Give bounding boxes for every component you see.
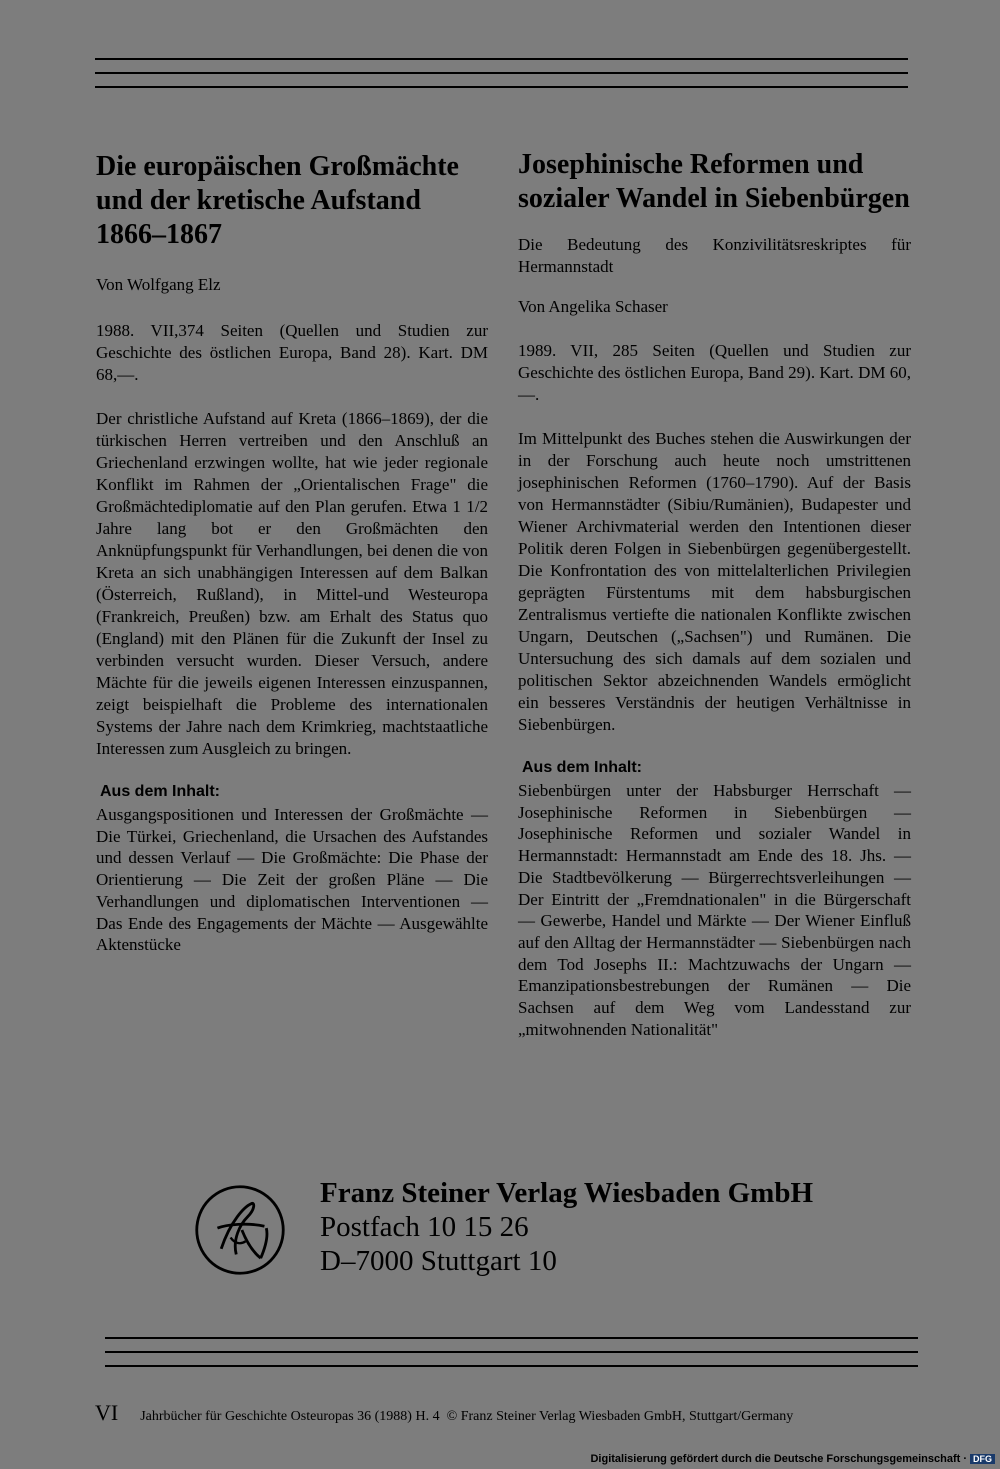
digitization-notice xyxy=(590,1453,995,1465)
left-book-contents: Ausgangspositionen und Interessen der Großmächte — Die Türkei, Griechenland, die Ursachen des Aufstandes und dessen Verlauf — Die Großmächte: Die Phase der Orientierung — Die Zeit der großen Pläne — Die Verhandlungen und diplomatischen Interventionen — Das Ende des Engagements der Mächte — Ausgewählte Aktenstücke xyxy=(96,805,488,955)
page-number: VI xyxy=(95,1400,119,1425)
journal-citation: Jahrbücher für Geschichte Osteuropas 36 (1988) H. 4 © Franz Steiner Verlag Wiesbaden GmbH, Stuttgart/Germany xyxy=(140,1409,794,1424)
right-book-contents: Siebenbürgen unter der Habsburger Herrschaft — Josephinische Reformen in Siebenbürgen — Josephinische Reformen und sozialer Wandel in Hermannstadt: Hermannstadt am Ende des 18. Jhs. — Die Stadtbevölkerung — Bürgerrechtsverleihungen — Der Eintritt der „Fremdnationalen" in die Bürgerschaft — Gewerbe, Handel und Märkte — Der Wiener Einfluß auf den Alltag der Hermannstädter — Siebenbürgen nach dem Tod Josephs II.: Machtzuwachs der Ungarn — Emanzipationsbestrebungen der Rumänen — Die Sachsen auf dem Weg vom Landesstand zur „mitwohnenden Nationalität" xyxy=(518,781,911,1039)
right-book-subtitle: Die Bedeutung des Konzivilitätsreskriptes für Hermannstadt xyxy=(518,235,911,276)
bottom-rule-1 xyxy=(105,1337,918,1339)
bottom-rule-2 xyxy=(105,1351,918,1353)
digitization-notice-text: Digitalisierung gefördert durch die Deutsche Forschungsgemeinschaft · xyxy=(590,1453,967,1465)
left-book-title: Die europäischen Großmächte und der kretische Aufstand 1866–1867 xyxy=(96,151,459,250)
publisher-block xyxy=(320,1176,813,1278)
dfg-badge: DFG xyxy=(970,1454,995,1464)
left-book-publication: 1988. VII,374 Seiten (Quellen und Studien zur Geschichte des östlichen Europa, Band 28). Kart. DM 68,—. xyxy=(96,321,488,384)
right-book-column xyxy=(518,148,911,1040)
bottom-rule-3 xyxy=(105,1365,918,1367)
right-book-publication: 1989. VII, 285 Seiten (Quellen und Studien zur Geschichte des östlichen Europa, Band 29). Kart. DM 60,—. xyxy=(518,341,911,404)
publisher-name: Franz Steiner Verlag Wiesbaden GmbH xyxy=(320,1177,814,1209)
left-book-author: Von Wolfgang Elz xyxy=(96,275,221,294)
publisher-address-line2: D–7000 Stuttgart 10 xyxy=(320,1245,557,1277)
right-book-contents-heading: Aus dem Inhalt: xyxy=(522,759,643,776)
left-book-contents-heading: Aus dem Inhalt: xyxy=(100,783,221,800)
right-book-author: Von Angelika Schaser xyxy=(518,297,668,316)
left-book-column xyxy=(96,150,488,956)
left-book-description: Der christliche Aufstand auf Kreta (1866–1869), der die türkischen Herren vertreiben und den Anschluß an Griechenland erzwingen wollte, hat wie jeder regionale Konflikt im Rahmen der „Orientalischen Frage" die Großmächtediplomatie auf den Plan gerufen. Etwa 1 1/2 Jahre lang bot er den Großmächten den Anknüpfungspunkt für Verhandlungen, bei denen die von Kreta an sich unabhängigen Interessen auf dem Balkan (Österreich, Rußland), in Mittel-und Westeuropa (Frankreich, Preußen) bzw. am Erhalt des Status quo (England) mit den Plänen für die Zukunft der Insel zu verbinden versucht wurden. Dieser Versuch, andere Mächte für die jeweils eigenen Interessen einzuspannen, zeigt beispielhaft die Probleme des internationalen Systems der Jahre nach dem Krimkrieg, machtstaatliche Interessen zum Ausgleich zu bringen. xyxy=(96,409,488,758)
right-book-title: Josephinische Reformen und sozialer Wandel in Siebenbürgen xyxy=(518,149,910,214)
right-book-description: Im Mittelpunkt des Buches stehen die Auswirkungen der in der Forschung auch heute noch umstrittenen josephinischen Reformen (1760–1790). Auf der Basis von Hermannstädter (Sibiu/Rumänien), Budapester und Wiener Archivmaterial werden den Intentionen dieser Politik deren Folgen in Siebenbürgen gegenübergestellt. Die Konfrontation des von mittelalterlichen Privilegien geprägten Fürstentums mit dem habsburgischen Zentralismus vertiefte die nationalen Konflikte zwischen Ungarn, Deutschen („Sachsen") und Rumänen. Die Untersuchung des sich damals auf dem sozialen und politischen Sektor abzeichnenden Wandels ermöglicht ein besseres Verständnis der heutigen Verhältnisse in Siebenbürgen. xyxy=(518,429,911,734)
page-footer xyxy=(95,1400,793,1426)
top-rule-2 xyxy=(95,72,908,74)
publisher-monogram-logo xyxy=(193,1183,287,1277)
top-rule-1 xyxy=(95,58,908,60)
publisher-address-line1: Postfach 10 15 26 xyxy=(320,1211,529,1243)
top-rule-3 xyxy=(95,86,908,88)
